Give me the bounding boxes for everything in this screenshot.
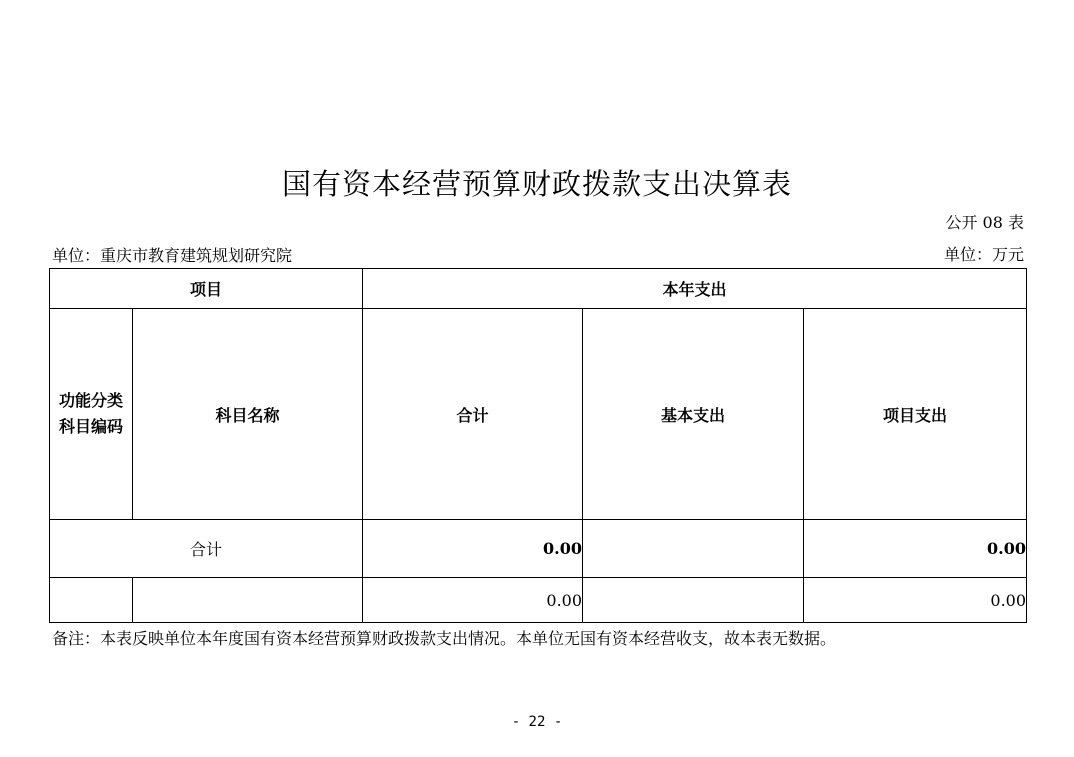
total-row-total: 0.00 [363, 520, 583, 578]
page-number: - 22 - [511, 714, 563, 730]
unit-organization: 单位：重庆市教育建筑规划研究院 [52, 246, 293, 265]
header-basic: 基本支出 [583, 309, 804, 520]
total-row [50, 520, 1027, 578]
table-row [50, 578, 1027, 623]
header-current-year: 本年支出 [363, 269, 1027, 309]
header-item: 项目 [50, 269, 363, 309]
header-total: 合计 [363, 309, 583, 520]
header-function-code [50, 309, 133, 520]
row-project: 0.00 [804, 578, 1027, 623]
header-row-1 [50, 269, 1027, 309]
header-subject-name: 科目名称 [133, 309, 363, 520]
unit-currency: 单位：万元 [943, 245, 1024, 264]
total-row-project: 0.00 [804, 520, 1027, 578]
total-row-basic [583, 520, 804, 578]
row-code [50, 578, 133, 623]
total-row-label: 合计 [50, 520, 363, 578]
header-project: 项目支出 [804, 309, 1027, 520]
expenditure-table [49, 268, 1027, 623]
header-code-line-2: 科目编码 [58, 417, 123, 436]
form-number: 公开 08 表 [945, 213, 1024, 232]
row-basic [583, 578, 804, 623]
header-row-2 [50, 309, 1027, 520]
row-total: 0.00 [363, 578, 583, 623]
header-code-line-1: 功能分类 [58, 391, 123, 410]
remark-note: 备注：本表反映单位本年度国有资本经营预算财政拨款支出情况。本单位无国有资本经营收支，故本表无数据。 [52, 629, 837, 648]
row-name [133, 578, 363, 623]
page-title: 国有资本经营预算财政拨款支出决算表 [281, 167, 792, 201]
